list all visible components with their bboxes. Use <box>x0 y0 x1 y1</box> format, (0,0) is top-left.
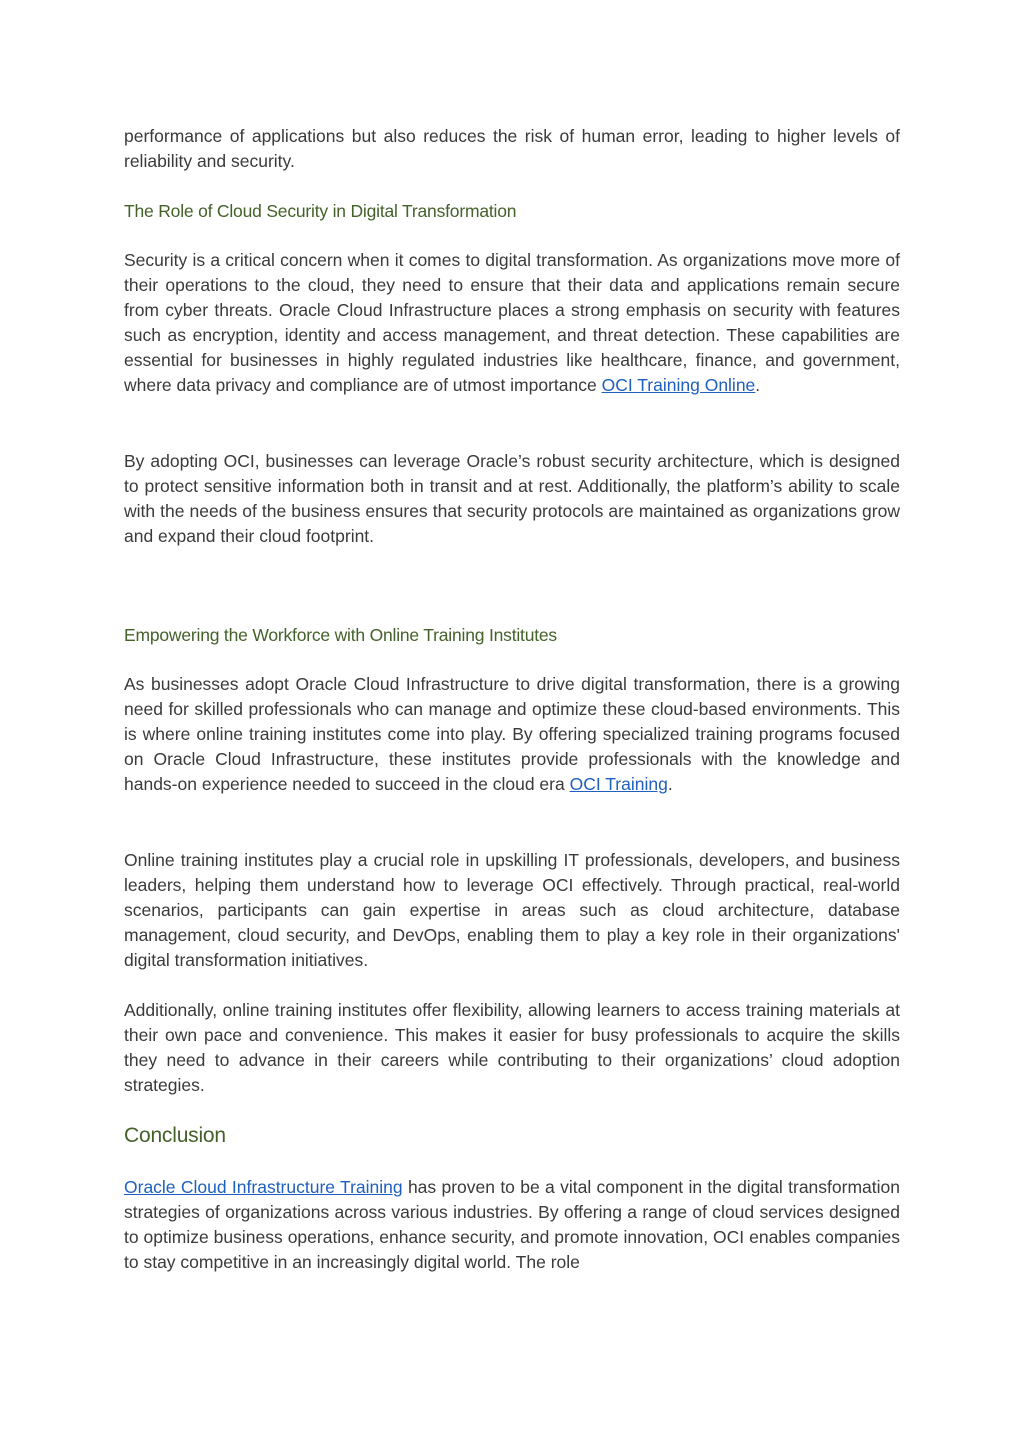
workforce-paragraph-1 <box>124 672 900 797</box>
security-paragraph-2: By adopting OCI, businesses can leverage Oracle’s robust security architecture, which is designed to protect sensitive information both in transit and at rest. Additionally, the platform’s ability to scale with the needs of the business ensures that security protocols are maintained as organizations grow and expand their cloud footprint. <box>124 451 900 547</box>
workforce-paragraph-1-block <box>124 672 900 797</box>
conclusion-heading-block <box>124 1122 900 1150</box>
oci-training-online-link[interactable]: OCI Training Online <box>601 375 756 396</box>
conclusion-paragraph <box>124 1175 900 1275</box>
security-paragraph-1-block <box>124 248 900 399</box>
security-paragraph-2-block <box>124 449 900 549</box>
workforce-paragraph-1-text: As businesses adopt Oracle Cloud Infrastructure to drive digital transformation, there is a growing need for skilled professionals who can manage and optimize these cloud-based environments. This is where online training institutes come into play. By offering specialized training programs focused on Oracle Cloud Infrastructure, these institutes provide professionals with the knowledge and hands-on experience needed to succeed in the cloud era <box>124 674 900 795</box>
security-paragraph-1-text: Security is a critical concern when it comes to digital transformation. As organizations move more of their operations to the cloud, they need to ensure that their data and applications remain secure from cyber threats. Oracle Cloud Infrastructure places a strong emphasis on security with features such as encryption, identity and access management, and threat detection. These capabilities are essential for businesses in highly regulated industries like healthcare, finance, and government, where data privacy and compliance are of utmost importance <box>124 250 900 396</box>
workforce-heading-block <box>124 623 900 648</box>
security-paragraph-1 <box>124 248 900 399</box>
security-paragraph-1-end: . <box>755 375 761 396</box>
workforce-paragraph-2-block <box>124 848 900 973</box>
oci-training-link[interactable]: OCI Training <box>569 774 668 795</box>
conclusion-heading: Conclusion <box>124 1124 226 1147</box>
workforce-paragraph-2: Online training institutes play a crucial role in upskilling IT professionals, developers, and business leaders, helping them understand how to leverage OCI effectively. Through practical, real-world scenarios, participants can gain expertise in areas such as cloud architecture, database management, cloud security, and DevOps, enabling them to play a key role in their organizations' digital transformation initiatives. <box>124 850 900 971</box>
security-heading-block <box>124 199 900 224</box>
workforce-paragraph-1-end: . <box>667 774 673 795</box>
conclusion-paragraph-text: has proven to be a vital component in the digital transformation strategies of organizations across various industries. By offering a range of cloud services designed to optimize business operations, enhance security, and promote innovation, OCI enables companies to stay competitive in an increasingly digital world. The role <box>124 1177 900 1273</box>
intro-paragraph: performance of applications but also reduces the risk of human error, leading to higher levels of reliability and security. <box>124 126 900 172</box>
oracle-cloud-infrastructure-training-link[interactable]: Oracle Cloud Infrastructure Training <box>124 1177 403 1197</box>
conclusion-paragraph-block <box>124 1175 900 1275</box>
workforce-paragraph-3: Additionally, online training institutes offer flexibility, allowing learners to access training materials at their own pace and convenience. This makes it easier for busy professionals to acquire the skills they need to advance in their careers while contributing to their organizations’ cloud adoption strategies. <box>124 1000 900 1096</box>
intro-paragraph-block <box>124 124 900 174</box>
security-section-heading: The Role of Cloud Security in Digital Transformation <box>124 201 517 221</box>
workforce-paragraph-3-block <box>124 998 900 1098</box>
workforce-section-heading: Empowering the Workforce with Online Training Institutes <box>124 625 557 645</box>
